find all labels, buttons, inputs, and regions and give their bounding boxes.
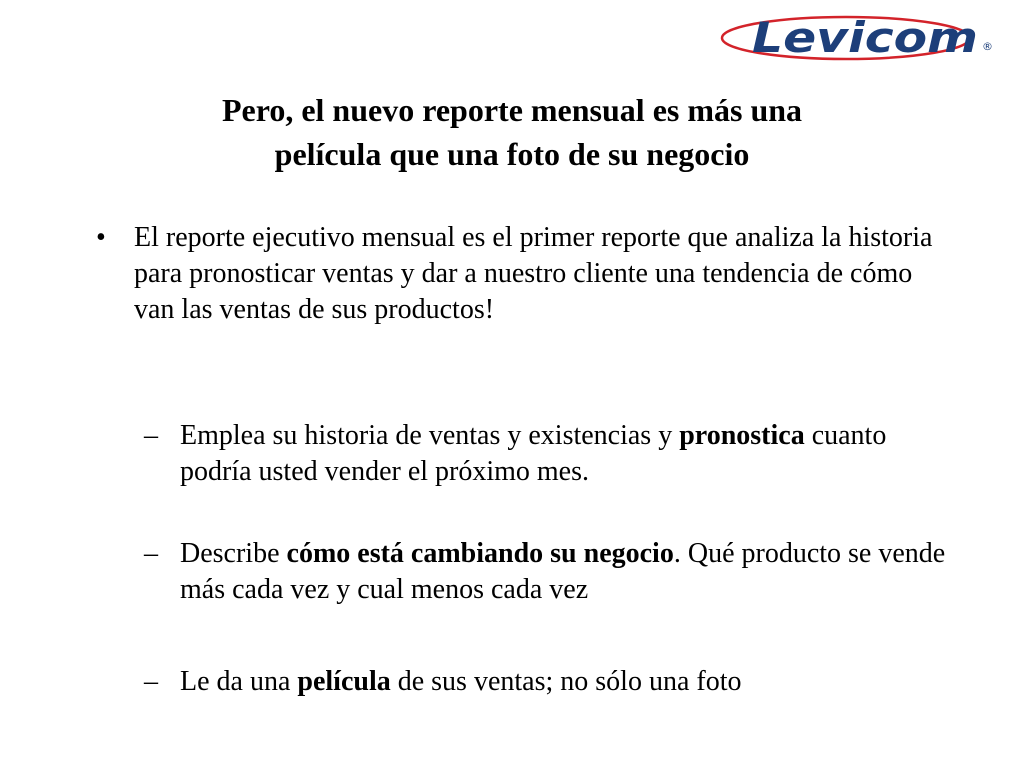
sub-bullet-text-after: . Qué producto se vende más cada vez y cual menos cada vez [180, 538, 946, 605]
main-bullet-text: El reporte ejecutivo mensual es el primer reporte que analiza la historia para pronosticar ventas y dar a nuestro cliente una tendencia de cómo van las ventas de sus productos! [134, 222, 933, 325]
sub-bullet-text-before: Le da una [180, 666, 298, 697]
sub-bullet-business-change [144, 536, 964, 608]
sub-bullet-text-bold: pronostica [679, 420, 805, 451]
sub-bullet-text-bold: película [297, 666, 391, 697]
sub-bullet-text-before: Describe [180, 538, 287, 569]
sub-bullet-text [180, 664, 964, 700]
sub-bullet-text [180, 418, 964, 490]
bullet-marker: • [96, 222, 106, 253]
logo-wordmark: Levicom [752, 13, 978, 62]
main-bullet [96, 220, 936, 328]
levicom-logo-graphic [718, 8, 1014, 64]
sub-bullet-movie [144, 664, 964, 700]
levicom-logo [718, 8, 1014, 64]
sub-bullet-text-after: cuanto podría usted vender el próximo mes. [180, 420, 887, 487]
sub-bullet-marker: – [144, 666, 158, 697]
logo-registered-mark: ® [982, 40, 993, 53]
sub-bullet-text-bold: cómo está cambiando su negocio [286, 538, 674, 569]
sub-bullet-forecast [144, 418, 964, 490]
sub-bullet-text [180, 536, 964, 608]
sub-bullet-marker: – [144, 420, 158, 451]
slide-title [100, 88, 924, 176]
title-line-2: película que una foto de su negocio [274, 136, 750, 172]
title-line-1: Pero, el nuevo reporte mensual es más una [221, 92, 803, 128]
sub-bullet-text-after: de sus ventas; no sólo una foto [390, 666, 742, 697]
sub-bullet-text-before: Emplea su historia de ventas y existencias y [180, 420, 680, 451]
sub-bullet-marker: – [144, 538, 158, 569]
